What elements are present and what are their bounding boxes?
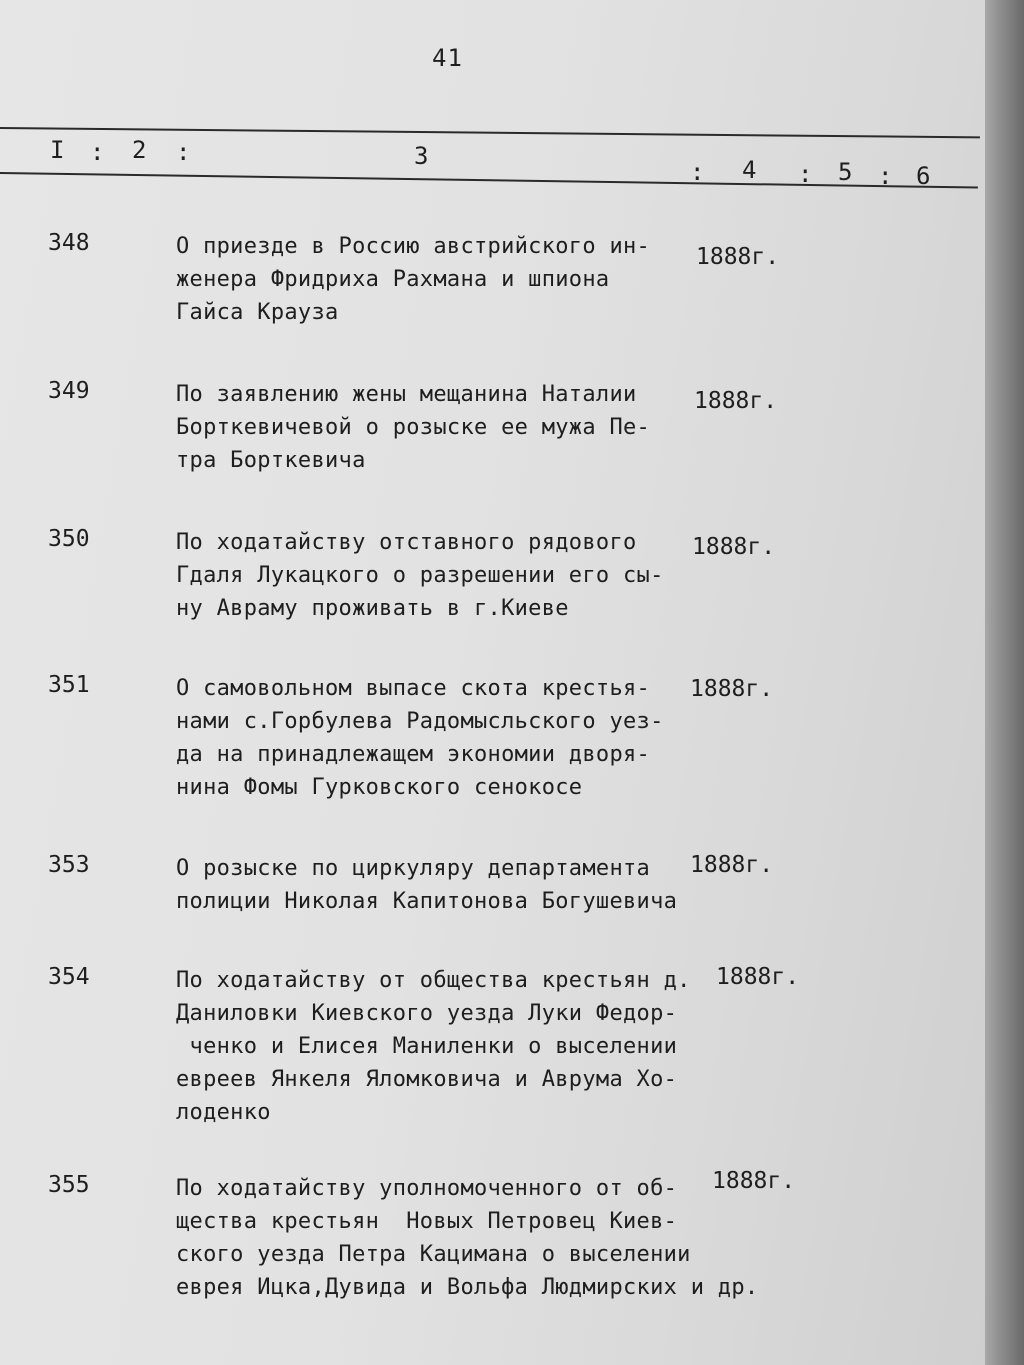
entry-title: По ходатайству отставного рядового Гдаля Лукацкого о разрешении его сы- ну Авраму проживать в г.Киеве xyxy=(176,530,664,621)
entry-year: 1888г. xyxy=(696,244,780,270)
entry-year: 1888г. xyxy=(716,964,800,990)
entry-number: 348 xyxy=(48,230,90,256)
entry-year: 1888г. xyxy=(694,388,778,414)
column-header-6: 6 xyxy=(916,162,931,190)
entry-title: О розыске по циркуляру департамента полиции Николая Капитонова Богушевича xyxy=(176,856,678,914)
page-edge-shadow xyxy=(985,0,1024,1365)
entry-title: По ходатайству от общества крестьян д. Даниловки Киевского уезда Луки Федор- ченко и Елисея Маниленки о выселении евреев Янкеля Яломковича и Аврума Хо- лоденко xyxy=(176,968,691,1125)
column-separator: : xyxy=(176,138,191,166)
table-top-rule xyxy=(0,127,980,138)
entry-year: 1888г. xyxy=(692,534,776,560)
entry-number: 353 xyxy=(48,852,90,878)
table-header-rule xyxy=(0,172,978,189)
entry-title: О самовольном выпасе скота крестья- нами с.Горбулева Радомысльского уез- да на принадлежащем экономии дворя- нина Фомы Гурковского сенокосе xyxy=(176,676,664,800)
entry-number: 354 xyxy=(48,964,90,990)
column-header-4: 4 xyxy=(742,156,757,184)
column-separator: : xyxy=(90,138,105,166)
column-separator: : xyxy=(798,160,813,188)
column-header-5: 5 xyxy=(838,158,853,186)
entry-number: 349 xyxy=(48,378,90,404)
column-separator: : xyxy=(878,162,893,190)
column-separator: : xyxy=(690,158,705,186)
entry-number: 350 xyxy=(48,526,90,552)
column-header-3: 3 xyxy=(414,142,429,170)
entry-title: О приезде в Россию австрийского ин- женера Фридриха Рахмана и шпиона Гайса Крауза xyxy=(176,234,651,325)
entry-year: 1888г. xyxy=(690,676,774,702)
entry-number: 351 xyxy=(48,672,90,698)
entry-year: 1888г. xyxy=(690,852,774,878)
page-number: 41 xyxy=(432,44,463,72)
entry-title: По заявлению жены мещанина Наталии Борткевичевой о розыске ее мужа Пе- тра Борткевича xyxy=(176,382,651,473)
column-header-1: I xyxy=(50,136,65,164)
column-header-2: 2 xyxy=(132,136,147,164)
entry-number: 355 xyxy=(48,1172,90,1198)
entry-year: 1888г. xyxy=(712,1168,796,1194)
entry-title: По ходатайству уполномоченного от об- щества крестьян Новых Петровец Киев- ского уезда Петра Кацимана о выселении еврея Ицка,Дувида и Вольфа Людмирских и др. xyxy=(176,1176,759,1300)
